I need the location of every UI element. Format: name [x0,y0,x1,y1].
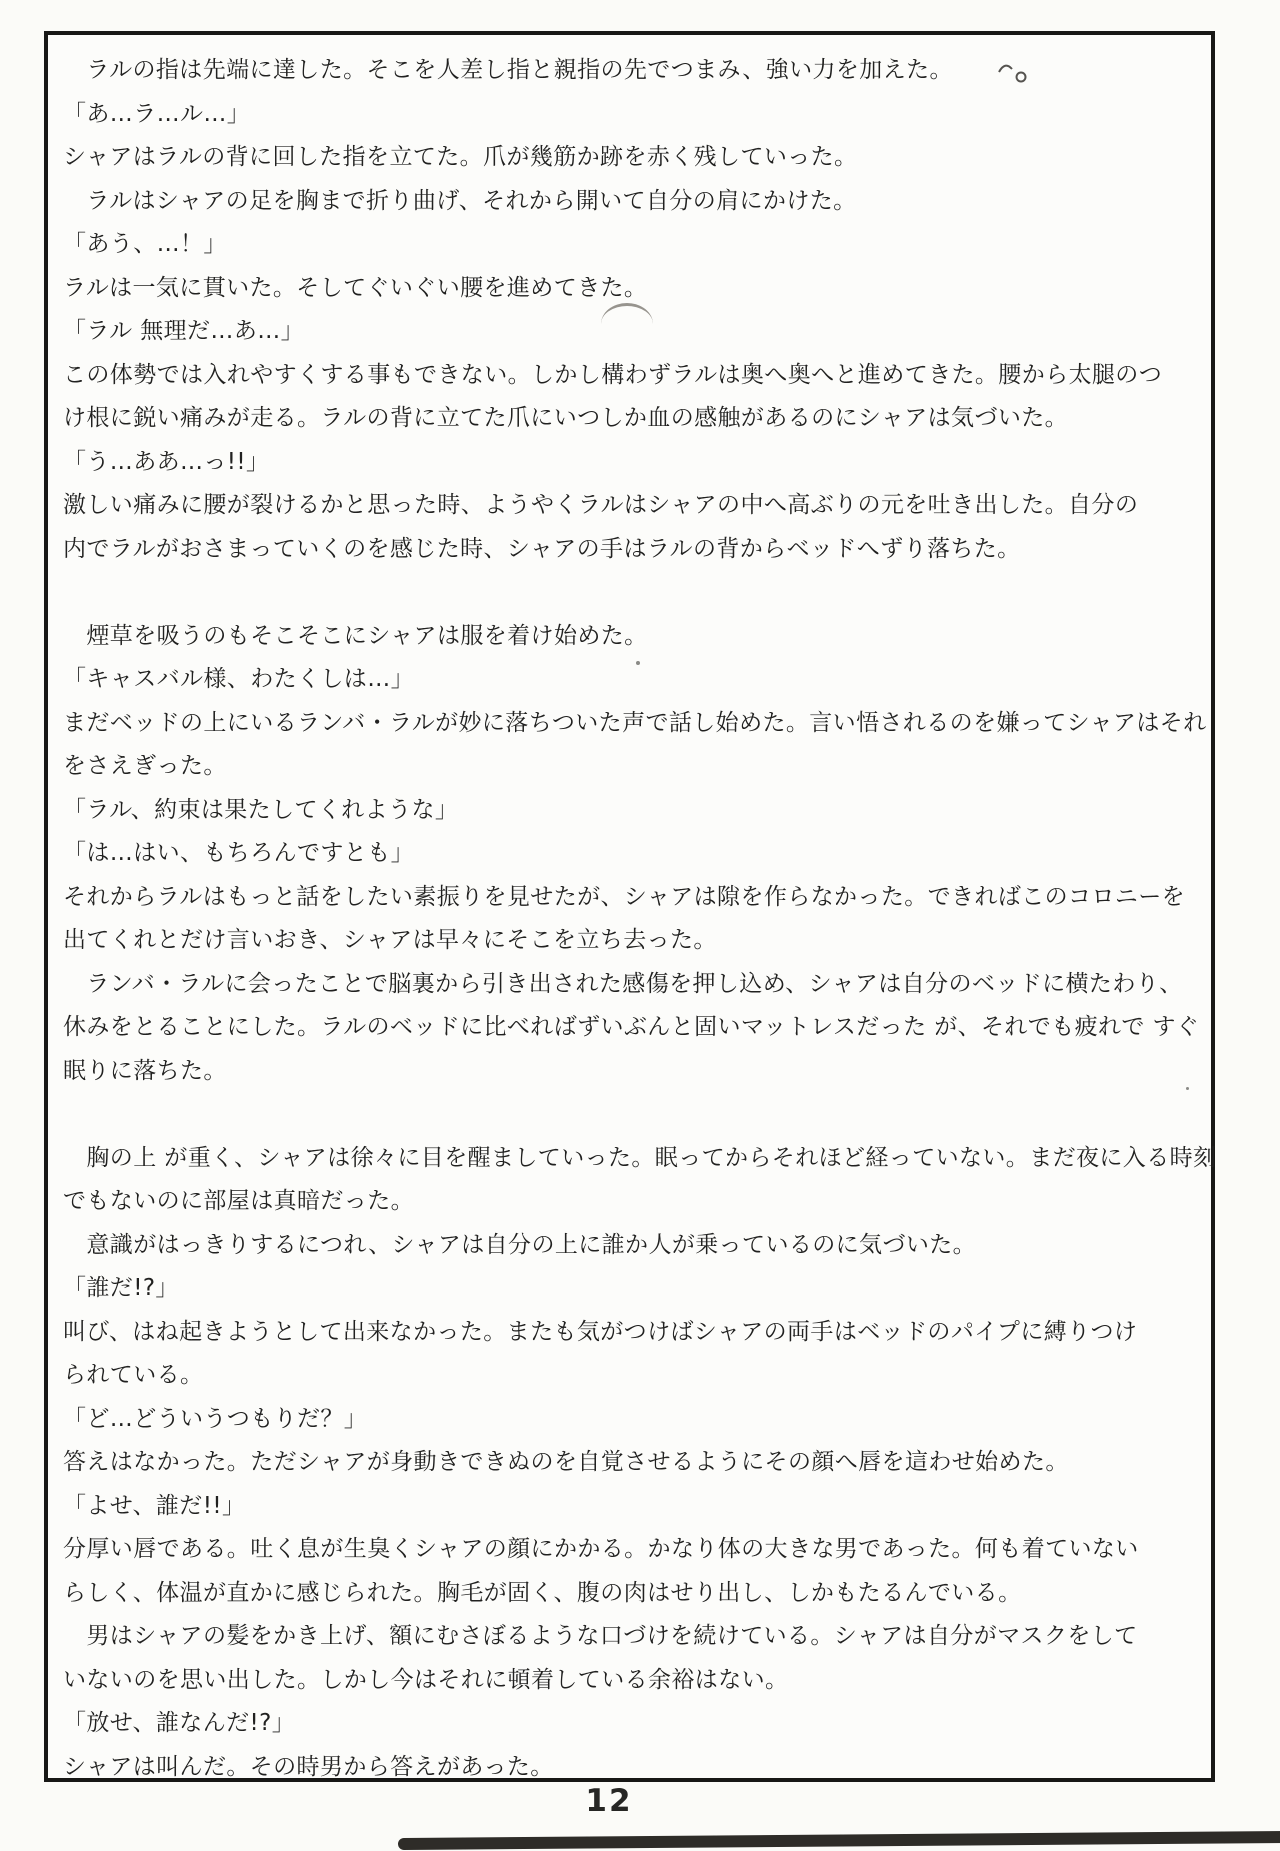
text-line: ラルの指は先端に達した。そこを人差し指と親指の先でつまみ、強い力を加えた。 [63,57,953,83]
text-line: この体勢では入れやすくする事もできない。しかし構わずラルは奥へ奥へと進めてきた。腰から太腿のつ [63,361,1163,388]
page-number: 12 [585,1783,633,1819]
stray-squiggle-pen-mark [997,58,1031,90]
text-line: 激しい痛みに腰が裂けるかと思った時、ようやくラルはシャアの中へ高ぶりの元を吐き出した。自分の [63,492,1139,518]
text-line: シャアはラルの背に回した指を立てた。爪が幾筋か跡を赤く残していった。 [63,144,858,170]
text-line [63,571,1203,615]
scan-artifact-band [398,1831,1280,1850]
text-line: 「あう、…！」 [63,231,227,257]
text-line: らしく、体温が直かに感じられた。胸毛が固く、腹の肉はせり出し、しかもたるんでいる。 [63,1579,1022,1606]
text-line: それからラルはもっと話をしたい素振りを見せたが、シャアは隙を作らなかった。できればこのコロニーを [63,883,1186,910]
text-line: 「ラル 無理だ…あ…」 [63,318,305,344]
text-line: シャアは叫んだ。その時男から答えがあった。 [63,1753,554,1780]
text-line: をさえぎった。 [63,753,227,779]
text-line: ラルはシャアの足を胸まで折り曲げ、それから開いて自分の肩にかけた。 [63,187,857,214]
text-line: 「放せ、誰なんだ!?」 [63,1710,296,1736]
text-line: 「よせ、誰だ!!」 [63,1492,246,1519]
text-line: 内でラルがおさまっていくのを感じた時、シャアの手はラルの背からベッドへずり落ちた。 [63,535,1021,562]
text-line: 「キャスバル様、わたくしは…」 [63,666,414,692]
text-line: 「う…ああ…っ!!」 [63,448,270,475]
text-line: 「ラル、約束は果たしてくれような」 [63,796,459,823]
text-line: 休みをとることにした。ラルのベッドに比べればずいぶんと固いマットレスだった が、それでも疲れで すぐ [63,1014,1200,1040]
text-line: け根に鋭い痛みが走る。ラルの背に立てた爪にいつしか血の感触があるのにシャアは気づいた。 [63,405,1069,431]
text-line: でもないのに部屋は真暗だった。 [63,1188,414,1214]
text-line: 眠りに落ちた。 [63,1057,227,1084]
text-line: 男はシャアの髪をかき上げ、額にむさぼるような口づけを続けている。シャアは自分がマスクをして [63,1623,1138,1649]
text-line: 胸の上 が重く、シャアは徐々に目を醒ましていった。眠ってからそれほど経っていない。まだ夜に入る時刻 [63,1144,1217,1171]
text-line: 煙草を吸うのもそこそこにシャアは服を着け始めた。 [63,622,648,649]
text-line: 答えはなかった。ただシャアが身動きできぬのを自覚させるようにその顔へ唇を這わせ始めた。 [63,1449,1069,1475]
text-line: られている。 [63,1362,204,1388]
ink-speck [636,661,640,665]
text-line: まだベッドの上にいるランバ・ラルが妙に落ちついた声で話し始めた。言い悟されるのを嫌ってシャアはそれ [63,709,1207,736]
text-line: いないのを思い出した。しかし今はそれに頓着している余裕はない。 [63,1666,789,1693]
text-line: ランバ・ラルに会ったことで脳裏から引き出された感傷を押し込め、シャアは自分のベッドに横たわり、 [63,970,1183,997]
text-line [63,1093,1203,1137]
ink-speck [1186,1087,1189,1090]
page-border-frame [44,31,1215,1782]
text-line: ラルは一気に貫いた。そしてぐいぐい腰を進めてきた。 [63,274,648,301]
text-line: 「は…はい、もちろんですとも」 [63,840,414,866]
text-line: 叫び、はね起きようとして出来なかった。またも気がつけばシャアの両手はベッドのパイプに縛りつけ [63,1318,1138,1345]
text-line: 意識がはっきりするにつれ、シャアは自分の上に誰か人が乗っているのに気づいた。 [63,1231,977,1258]
text-line: 分厚い唇である。吐く息が生臭くシャアの顔にかかる。かなり体の大きな男であった。何も着ていない [63,1536,1139,1562]
text-line: 出てくれとだけ言いおき、シャアは早々にそこを立ち去った。 [63,927,717,953]
text-line: 「誰だ!?」 [63,1275,179,1301]
text-line: 「ど…どういうつもりだ？」 [63,1405,368,1432]
text-line: 「あ…ラ…ル…」 [63,100,251,127]
